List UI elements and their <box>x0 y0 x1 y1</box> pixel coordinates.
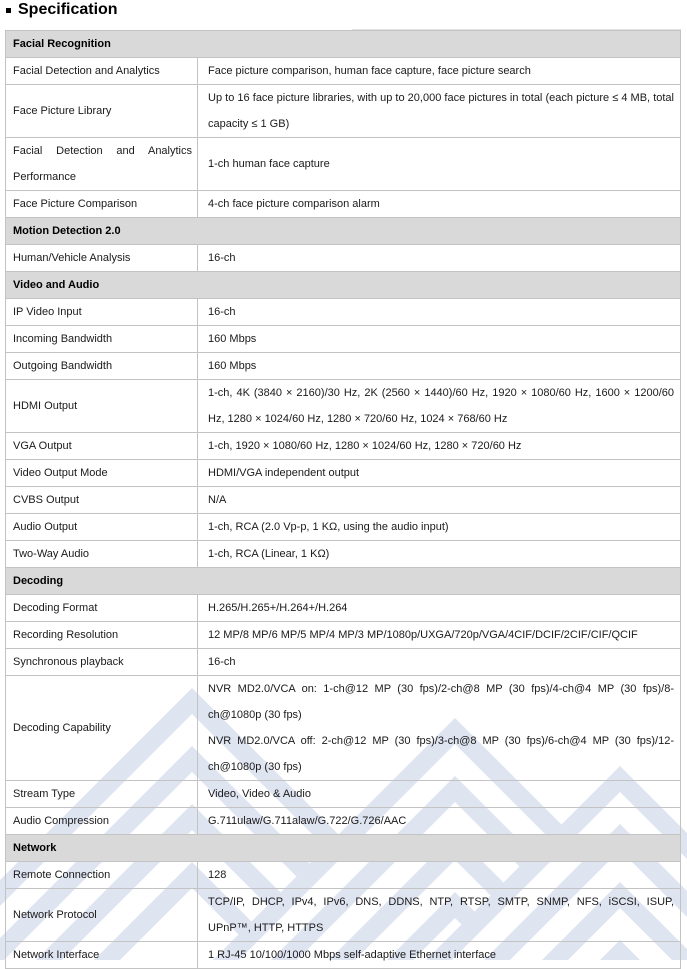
spec-label: HDMI Output <box>6 380 198 432</box>
spec-label: VGA Output <box>6 433 198 459</box>
spec-value: N/A <box>208 494 227 506</box>
spec-value: 1-ch, RCA (2.0 Vp-p, 1 KΩ, using the audio input) <box>208 521 449 533</box>
spec-label: Outgoing Bandwidth <box>6 353 198 379</box>
spec-label: Network Interface <box>6 942 198 968</box>
spec-value-line: NVR MD2.0/VCA off: 2-ch@12 MP (30 fps)/3-ch@8 MP (30 fps)/6-ch@4 MP (30 fps)/12-ch@1080p (30 fps) <box>208 735 674 773</box>
table-row <box>6 941 680 968</box>
page-title <box>6 1 118 19</box>
spec-label: Face Picture Library <box>6 85 198 137</box>
table-row <box>6 675 680 780</box>
spec-label: Stream Type <box>6 781 198 807</box>
specification-table <box>5 30 681 969</box>
section-header-label: Network <box>13 842 57 854</box>
table-row <box>6 594 680 621</box>
spec-label: Facial Detection and Analytics Performance <box>6 138 198 190</box>
spec-value <box>198 676 680 780</box>
spec-label: CVBS Output <box>6 487 198 513</box>
section-header-label: Facial Recognition <box>13 38 111 50</box>
spec-value: 12 MP/8 MP/6 MP/5 MP/4 MP/3 MP/1080p/UXGA/720p/VGA/4CIF/DCIF/2CIF/CIF/QCIF <box>208 629 638 641</box>
section-header-video-and-audio <box>6 271 680 298</box>
spec-label: Facial Detection and Analytics <box>6 58 198 84</box>
spec-label: Decoding Format <box>6 595 198 621</box>
spec-value: 128 <box>208 869 227 881</box>
spec-value: 16-ch <box>208 306 236 318</box>
section-header-label: Video and Audio <box>13 279 100 291</box>
table-row <box>6 137 680 190</box>
table-row <box>6 807 680 834</box>
section-header-label: Motion Detection 2.0 <box>13 225 121 237</box>
spec-value: 16-ch <box>208 252 236 264</box>
table-row <box>6 648 680 675</box>
spec-label: Face Picture Comparison <box>6 191 198 217</box>
spec-value: 1 RJ-45 10/100/1000 Mbps self-adaptive Ethernet interface <box>208 949 497 961</box>
section-header-motion-detection <box>6 217 680 244</box>
table-row <box>6 325 680 352</box>
spec-value: 16-ch <box>208 656 236 668</box>
spec-label: Video Output Mode <box>6 460 198 486</box>
section-header-label: Decoding <box>13 575 64 587</box>
table-row <box>6 513 680 540</box>
table-row <box>6 432 680 459</box>
table-row <box>6 780 680 807</box>
spec-label: Audio Output <box>6 514 198 540</box>
spec-label: Synchronous playback <box>6 649 198 675</box>
spec-value: 1-ch, RCA (Linear, 1 KΩ) <box>208 548 330 560</box>
spec-value: HDMI/VGA independent output <box>208 467 360 479</box>
spec-label: IP Video Input <box>6 299 198 325</box>
table-row <box>6 486 680 513</box>
table-row <box>6 190 680 217</box>
table-row <box>6 459 680 486</box>
spec-label: Two-Way Audio <box>6 541 198 567</box>
section-header-decoding <box>6 567 680 594</box>
spec-value: H.265/H.265+/H.264+/H.264 <box>208 602 348 614</box>
table-row <box>6 84 680 137</box>
spec-value: 160 Mbps <box>208 333 257 345</box>
section-header-network <box>6 834 680 861</box>
spec-value: 160 Mbps <box>208 360 257 372</box>
table-row <box>6 352 680 379</box>
table-row <box>6 379 680 432</box>
spec-value: Up to 16 face picture libraries, with up to 20,000 face pictures in total (each picture ≤ 4 MB, total capacity ≤ 1 GB) <box>208 92 674 130</box>
section-header-facial-recognition <box>6 31 680 57</box>
spec-value: 4-ch face picture comparison alarm <box>208 198 380 210</box>
table-row <box>6 244 680 271</box>
page-title-text: Specification <box>18 1 118 18</box>
square-bullet-icon <box>6 8 11 13</box>
table-row <box>6 540 680 567</box>
spec-label: Recording Resolution <box>6 622 198 648</box>
spec-label: Remote Connection <box>6 862 198 888</box>
table-row <box>6 888 680 941</box>
spec-value: Video, Video & Audio <box>208 788 311 800</box>
spec-label: Network Protocol <box>6 889 198 941</box>
spec-value-line: NVR MD2.0/VCA on: 1-ch@12 MP (30 fps)/2-ch@8 MP (30 fps)/4-ch@4 MP (30 fps)/8-ch@1080p (30 fps) <box>208 683 674 721</box>
table-row <box>6 621 680 648</box>
spec-value: 1-ch, 4K (3840 × 2160)/30 Hz, 2K (2560 × 1440)/60 Hz, 1920 × 1080/60 Hz, 1600 × 1200/60 Hz, 1280 × 1024/60 Hz, 1280 × 720/60 Hz, 1024 × 768/60 Hz <box>208 387 674 425</box>
spec-value: 1-ch, 1920 × 1080/60 Hz, 1280 × 1024/60 Hz, 1280 × 720/60 Hz <box>208 440 522 452</box>
spec-value: 1-ch human face capture <box>208 158 330 170</box>
spec-value: TCP/IP, DHCP, IPv4, IPv6, DNS, DDNS, NTP, RTSP, SMTP, SNMP, NFS, iSCSI, ISUP, UPnP™, HTTP, HTTPS <box>208 896 674 934</box>
spec-label: Human/Vehicle Analysis <box>6 245 198 271</box>
spec-value: Face picture comparison, human face capture, face picture search <box>208 65 531 77</box>
spec-label: Decoding Capability <box>6 676 198 780</box>
spec-value: G.711ulaw/G.711alaw/G.722/G.726/AAC <box>208 815 407 827</box>
spec-label: Incoming Bandwidth <box>6 326 198 352</box>
table-row <box>6 861 680 888</box>
spec-label: Audio Compression <box>6 808 198 834</box>
table-row <box>6 298 680 325</box>
table-row <box>6 57 680 84</box>
